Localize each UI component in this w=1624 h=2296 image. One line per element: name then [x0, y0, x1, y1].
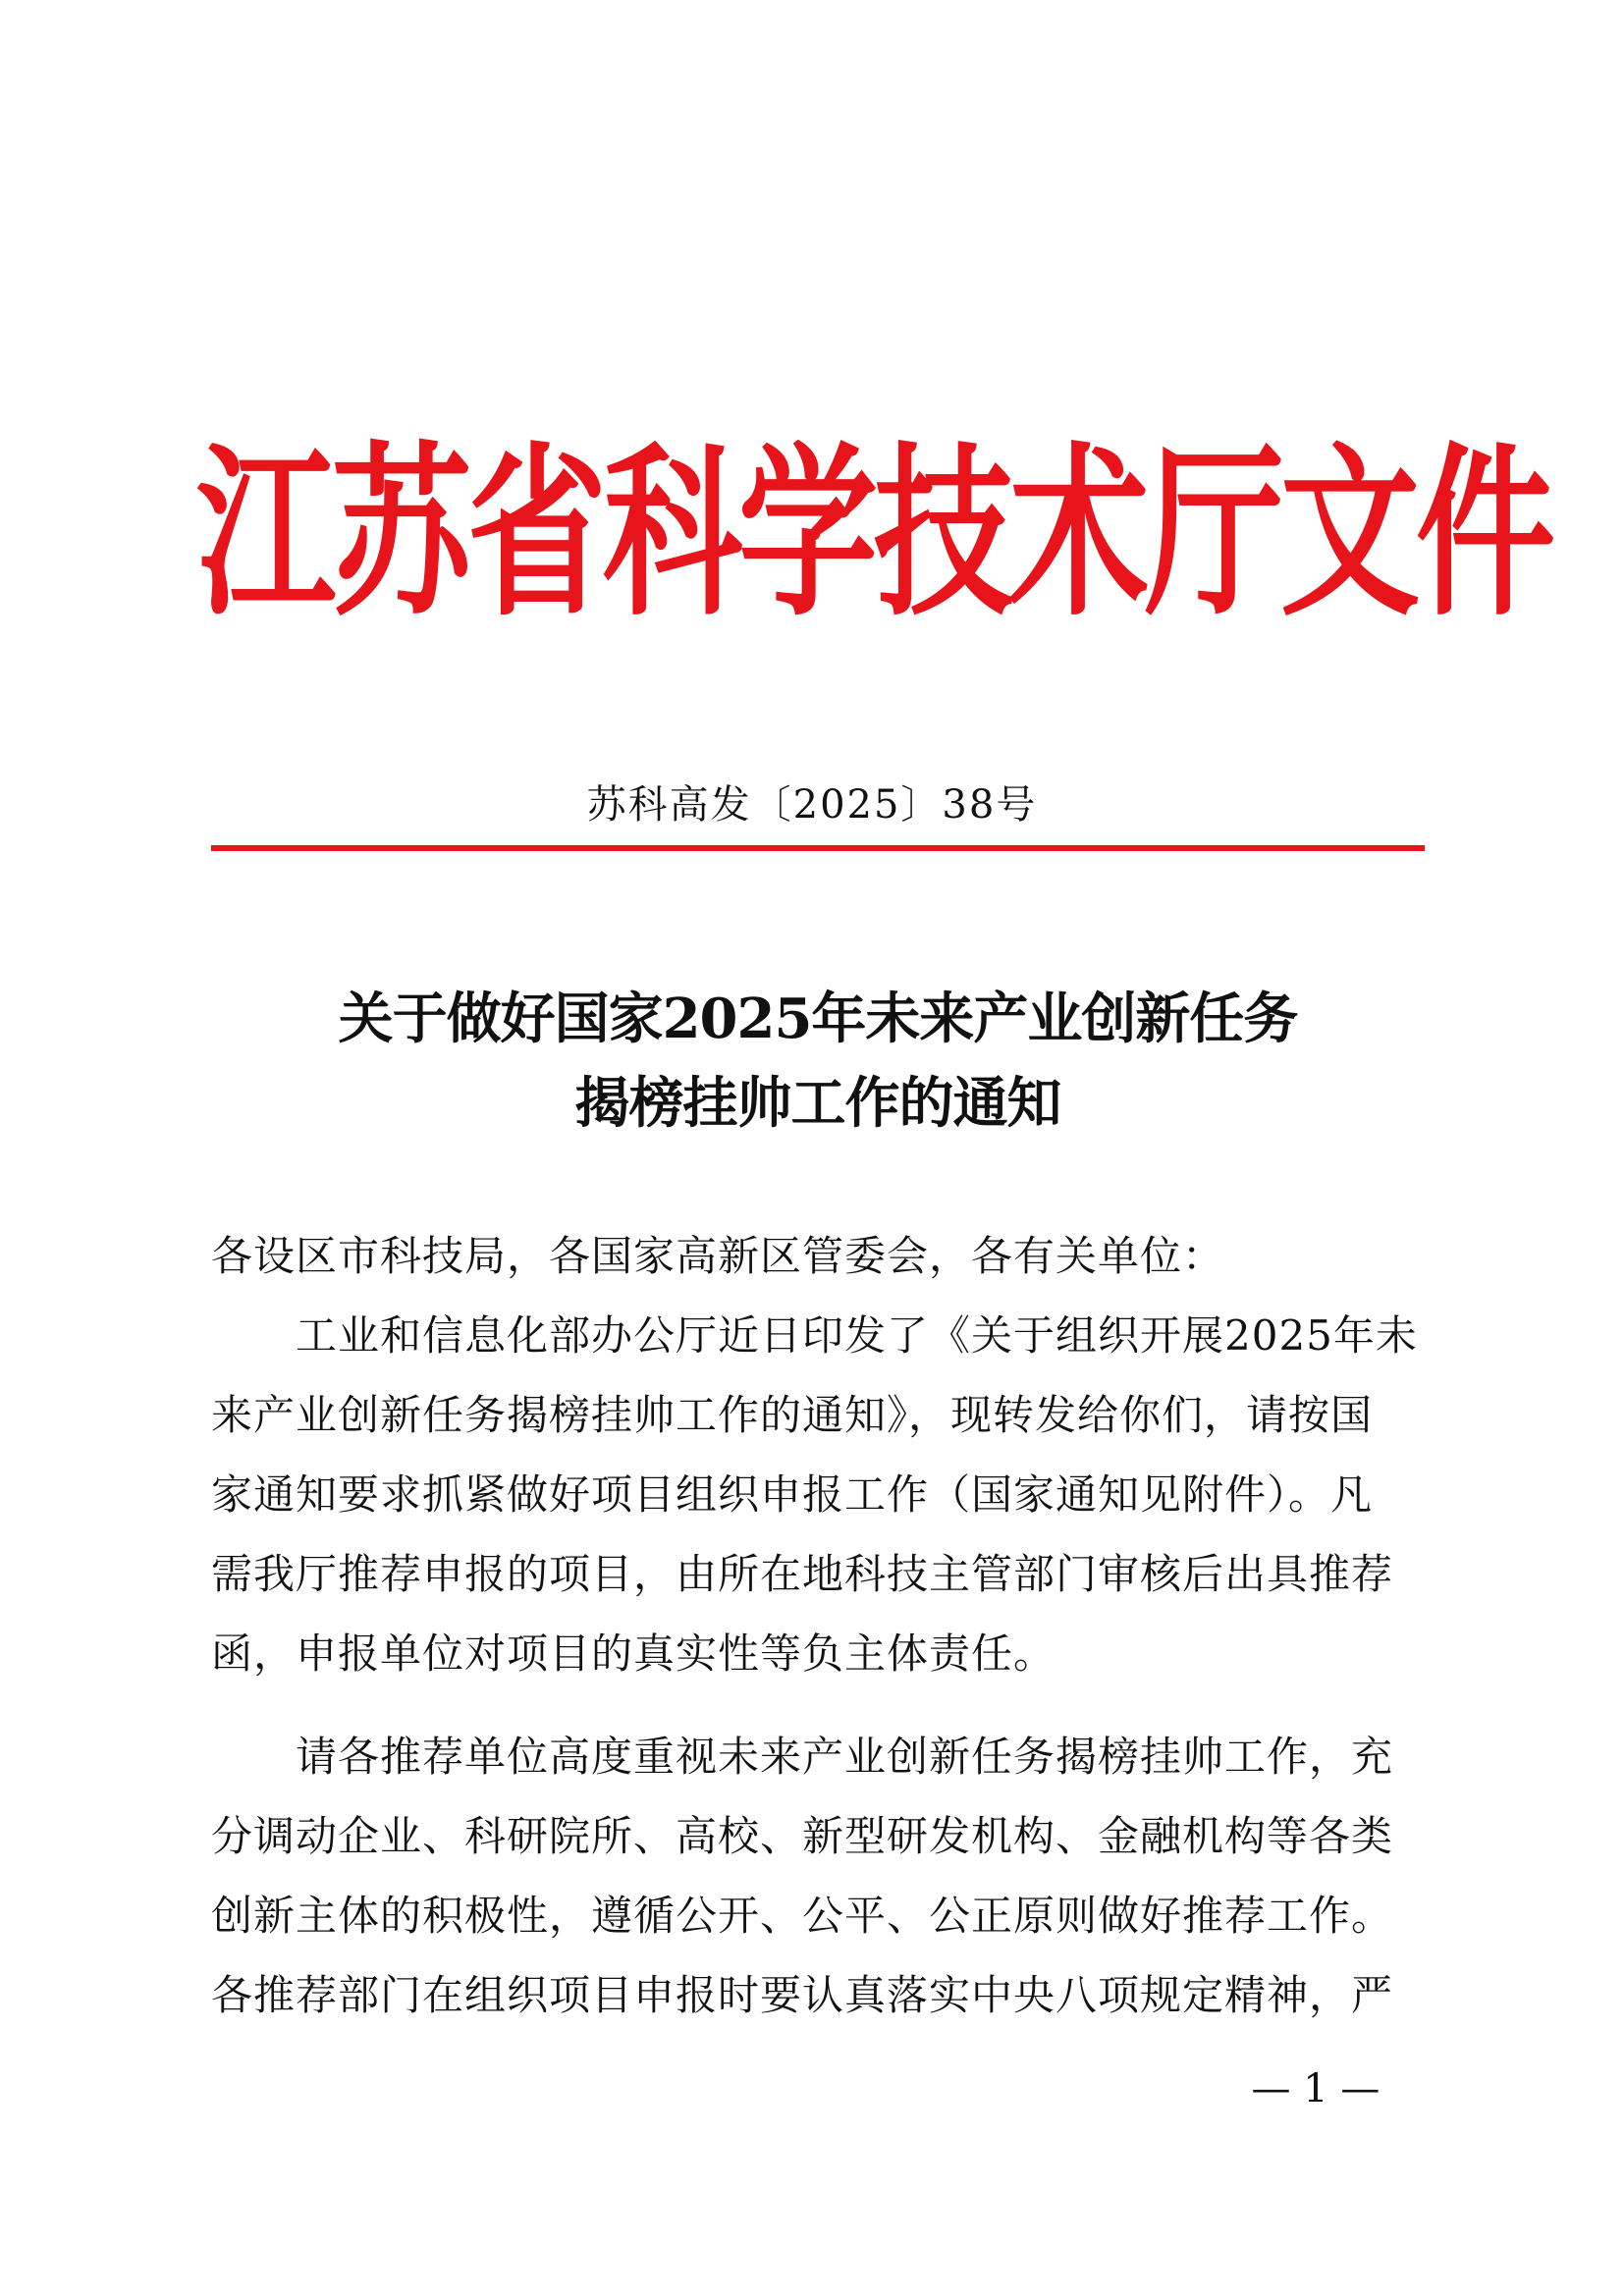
masthead-title: 江苏省科学技术厅文件	[196, 427, 1551, 642]
body-line: 家通知要求抓紧做好项目组织申报工作（国家通知见附件）。凡	[211, 1470, 1374, 1519]
body-line: 工业和信息化部办公厅近日印发了《关于组织开展2025年未	[211, 1311, 1418, 1360]
salutation: 各设区市科技局，各国家高新区管委会，各有关单位：	[211, 1232, 1225, 1280]
body-line: 请各推荐单位高度重视未来产业创新任务揭榜挂帅工作，充	[211, 1733, 1394, 1781]
body-line: 需我厅推荐申报的项目，由所在地科技主管部门审核后出具推荐	[211, 1550, 1394, 1598]
red-divider-rule	[211, 845, 1425, 851]
page-number: — 1 —	[1251, 2066, 1380, 2111]
body-line: 分调动企业、科研院所、高校、新型研发机构、金融机构等各类	[211, 1812, 1394, 1860]
body-line: 函，申报单位对项目的真实性等负主体责任。	[211, 1629, 1056, 1678]
notice-title-line-1: 关于做好国家2025年未来产业创新任务	[338, 987, 1298, 1051]
body-line: 来产业创新任务揭榜挂帅工作的通知》，现转发给你们，请按国	[211, 1391, 1374, 1439]
document-number: 苏科高发〔2025〕38号	[586, 782, 1038, 828]
body-line: 创新主体的积极性，遵循公开、公平、公正原则做好推荐工作。	[211, 1892, 1394, 1940]
notice-title-line-2: 揭榜挂帅工作的通知	[574, 1071, 1061, 1136]
body-line: 各推荐部门在组织项目申报时要认真落实中央八项规定精神，严	[211, 1971, 1394, 2019]
